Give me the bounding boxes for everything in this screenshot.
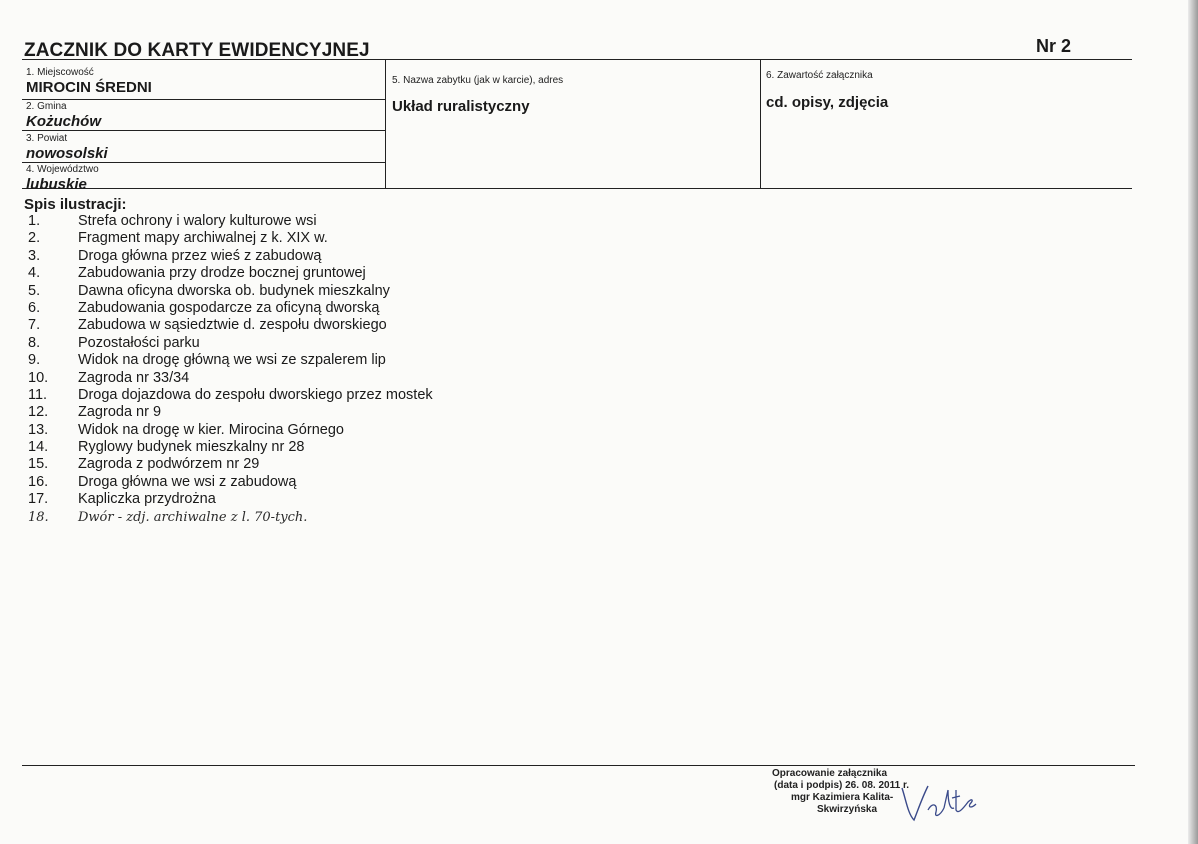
item-text: Zabudowania przy drodze bocznej gruntowej bbox=[78, 265, 366, 282]
list-item bbox=[28, 456, 433, 473]
list-item bbox=[28, 283, 433, 300]
list-item bbox=[28, 474, 433, 491]
list-item bbox=[28, 404, 433, 421]
item-text: Zabudowania gospodarcze za oficyną dworską bbox=[78, 299, 380, 316]
item-number: 17. bbox=[28, 491, 49, 508]
footer-rule bbox=[22, 765, 1135, 766]
item-number: 2. bbox=[28, 230, 41, 247]
item-text: Droga dojazdowa do zespołu dworskiego przez mostek bbox=[78, 386, 433, 403]
list-item bbox=[28, 265, 433, 282]
scan-edge bbox=[1188, 0, 1198, 844]
item-number: 4. bbox=[28, 265, 41, 282]
item-number: 1. bbox=[28, 213, 41, 229]
item-number: 9. bbox=[28, 352, 41, 369]
document-title: ZACZNIK DO KARTY EWIDENCYJNEJ bbox=[24, 40, 370, 61]
item-text: Pozostałości parku bbox=[78, 334, 200, 351]
fields-bottom-rule bbox=[22, 188, 1132, 189]
nazwa-zabytku-value: Układ ruralistyczny bbox=[392, 98, 530, 115]
author-name-line1: mgr Kazimiera Kalita- bbox=[791, 792, 894, 803]
item-number: 18. bbox=[28, 509, 49, 525]
item-number: 3. bbox=[28, 247, 41, 264]
illustrations-list bbox=[28, 213, 433, 526]
item-number: 8. bbox=[28, 334, 41, 351]
item-text: Droga główna przez wieś z zabudową bbox=[78, 247, 322, 264]
wojewodztwo-label: 4. Województwo bbox=[26, 164, 99, 175]
row-divider-3 bbox=[22, 162, 386, 163]
item-text: Dawna oficyna dworska ob. budynek mieszkalny bbox=[78, 282, 390, 299]
list-item bbox=[28, 491, 433, 508]
item-text: Zagroda z podwórzem nr 29 bbox=[78, 456, 260, 473]
item-number: 6. bbox=[28, 299, 41, 316]
list-item bbox=[28, 439, 433, 456]
miejscowosc-label: 1. Miejscowość bbox=[26, 67, 94, 78]
item-text: Ryglowy budynek mieszkalny nr 28 bbox=[78, 439, 305, 456]
item-number: 16. bbox=[28, 473, 49, 490]
item-number: 14. bbox=[28, 439, 49, 456]
item-text: Widok na drogę główną we wsi ze szpalerem lip bbox=[78, 352, 386, 369]
item-text: Droga główna we wsi z zabudową bbox=[78, 473, 297, 490]
list-item-handwritten bbox=[28, 509, 433, 526]
row-divider-2 bbox=[22, 130, 386, 131]
item-number: 10. bbox=[28, 369, 49, 386]
column-divider-2 bbox=[760, 59, 761, 189]
handwritten-signature bbox=[898, 780, 978, 830]
item-number: 12. bbox=[28, 404, 49, 421]
list-item bbox=[28, 370, 433, 387]
attachment-number: Nr 2 bbox=[1036, 36, 1072, 56]
list-item bbox=[28, 335, 433, 352]
preparation-label: Opracowanie załącznika bbox=[772, 768, 888, 779]
list-item bbox=[28, 352, 433, 369]
illustrations-title: Spis ilustracji: bbox=[24, 196, 127, 213]
item-number: 5. bbox=[28, 282, 41, 299]
gmina-label: 2. Gmina bbox=[26, 101, 67, 112]
list-item bbox=[28, 300, 433, 317]
list-item bbox=[28, 213, 433, 230]
item-text: Widok na drogę w kier. Mirocina Górnego bbox=[78, 421, 344, 438]
wojewodztwo-value: lubuskie bbox=[26, 176, 87, 193]
gmina-value: Kożuchów bbox=[26, 113, 101, 130]
item-number: 11. bbox=[28, 386, 48, 403]
item-text: Kapliczka przydrożna bbox=[78, 491, 216, 508]
list-item bbox=[28, 387, 433, 404]
list-item bbox=[28, 230, 433, 247]
item-number: 13. bbox=[28, 421, 49, 438]
column-divider-1 bbox=[385, 59, 386, 189]
list-item bbox=[28, 422, 433, 439]
zawartosc-value: cd. opisy, zdjęcia bbox=[766, 94, 889, 111]
row-divider-1 bbox=[22, 99, 386, 100]
item-text: Zabudowa w sąsiedztwie d. zespołu dworskiego bbox=[78, 317, 387, 334]
item-text: Fragment mapy archiwalnej z k. XIX w. bbox=[78, 230, 328, 247]
item-text: Zagroda nr 33/34 bbox=[78, 369, 190, 386]
list-item bbox=[28, 248, 433, 265]
item-text: Strefa ochrony i walory kulturowe wsi bbox=[78, 213, 317, 229]
miejscowosc-value: MIROCIN ŚREDNI bbox=[26, 79, 152, 96]
author-name-line2: Skwirzyńska bbox=[817, 804, 878, 815]
list-item bbox=[28, 317, 433, 334]
powiat-label: 3. Powiat bbox=[26, 133, 68, 144]
item-number: 7. bbox=[28, 317, 41, 334]
powiat-value: nowosolski bbox=[26, 145, 108, 162]
item-text: Zagroda nr 9 bbox=[78, 404, 162, 421]
header-top-rule bbox=[22, 59, 1132, 60]
preparation-date: (data i podpis) 26. 08. 2011 r. bbox=[774, 780, 910, 791]
zawartosc-label: 6. Zawartość załącznika bbox=[766, 70, 873, 81]
nazwa-zabytku-label: 5. Nazwa zabytku (jak w karcie), adres bbox=[392, 75, 564, 86]
item-text: Dwór - zdj. archiwalne z l. 70-tych. bbox=[78, 509, 308, 525]
item-number: 15. bbox=[28, 456, 49, 473]
